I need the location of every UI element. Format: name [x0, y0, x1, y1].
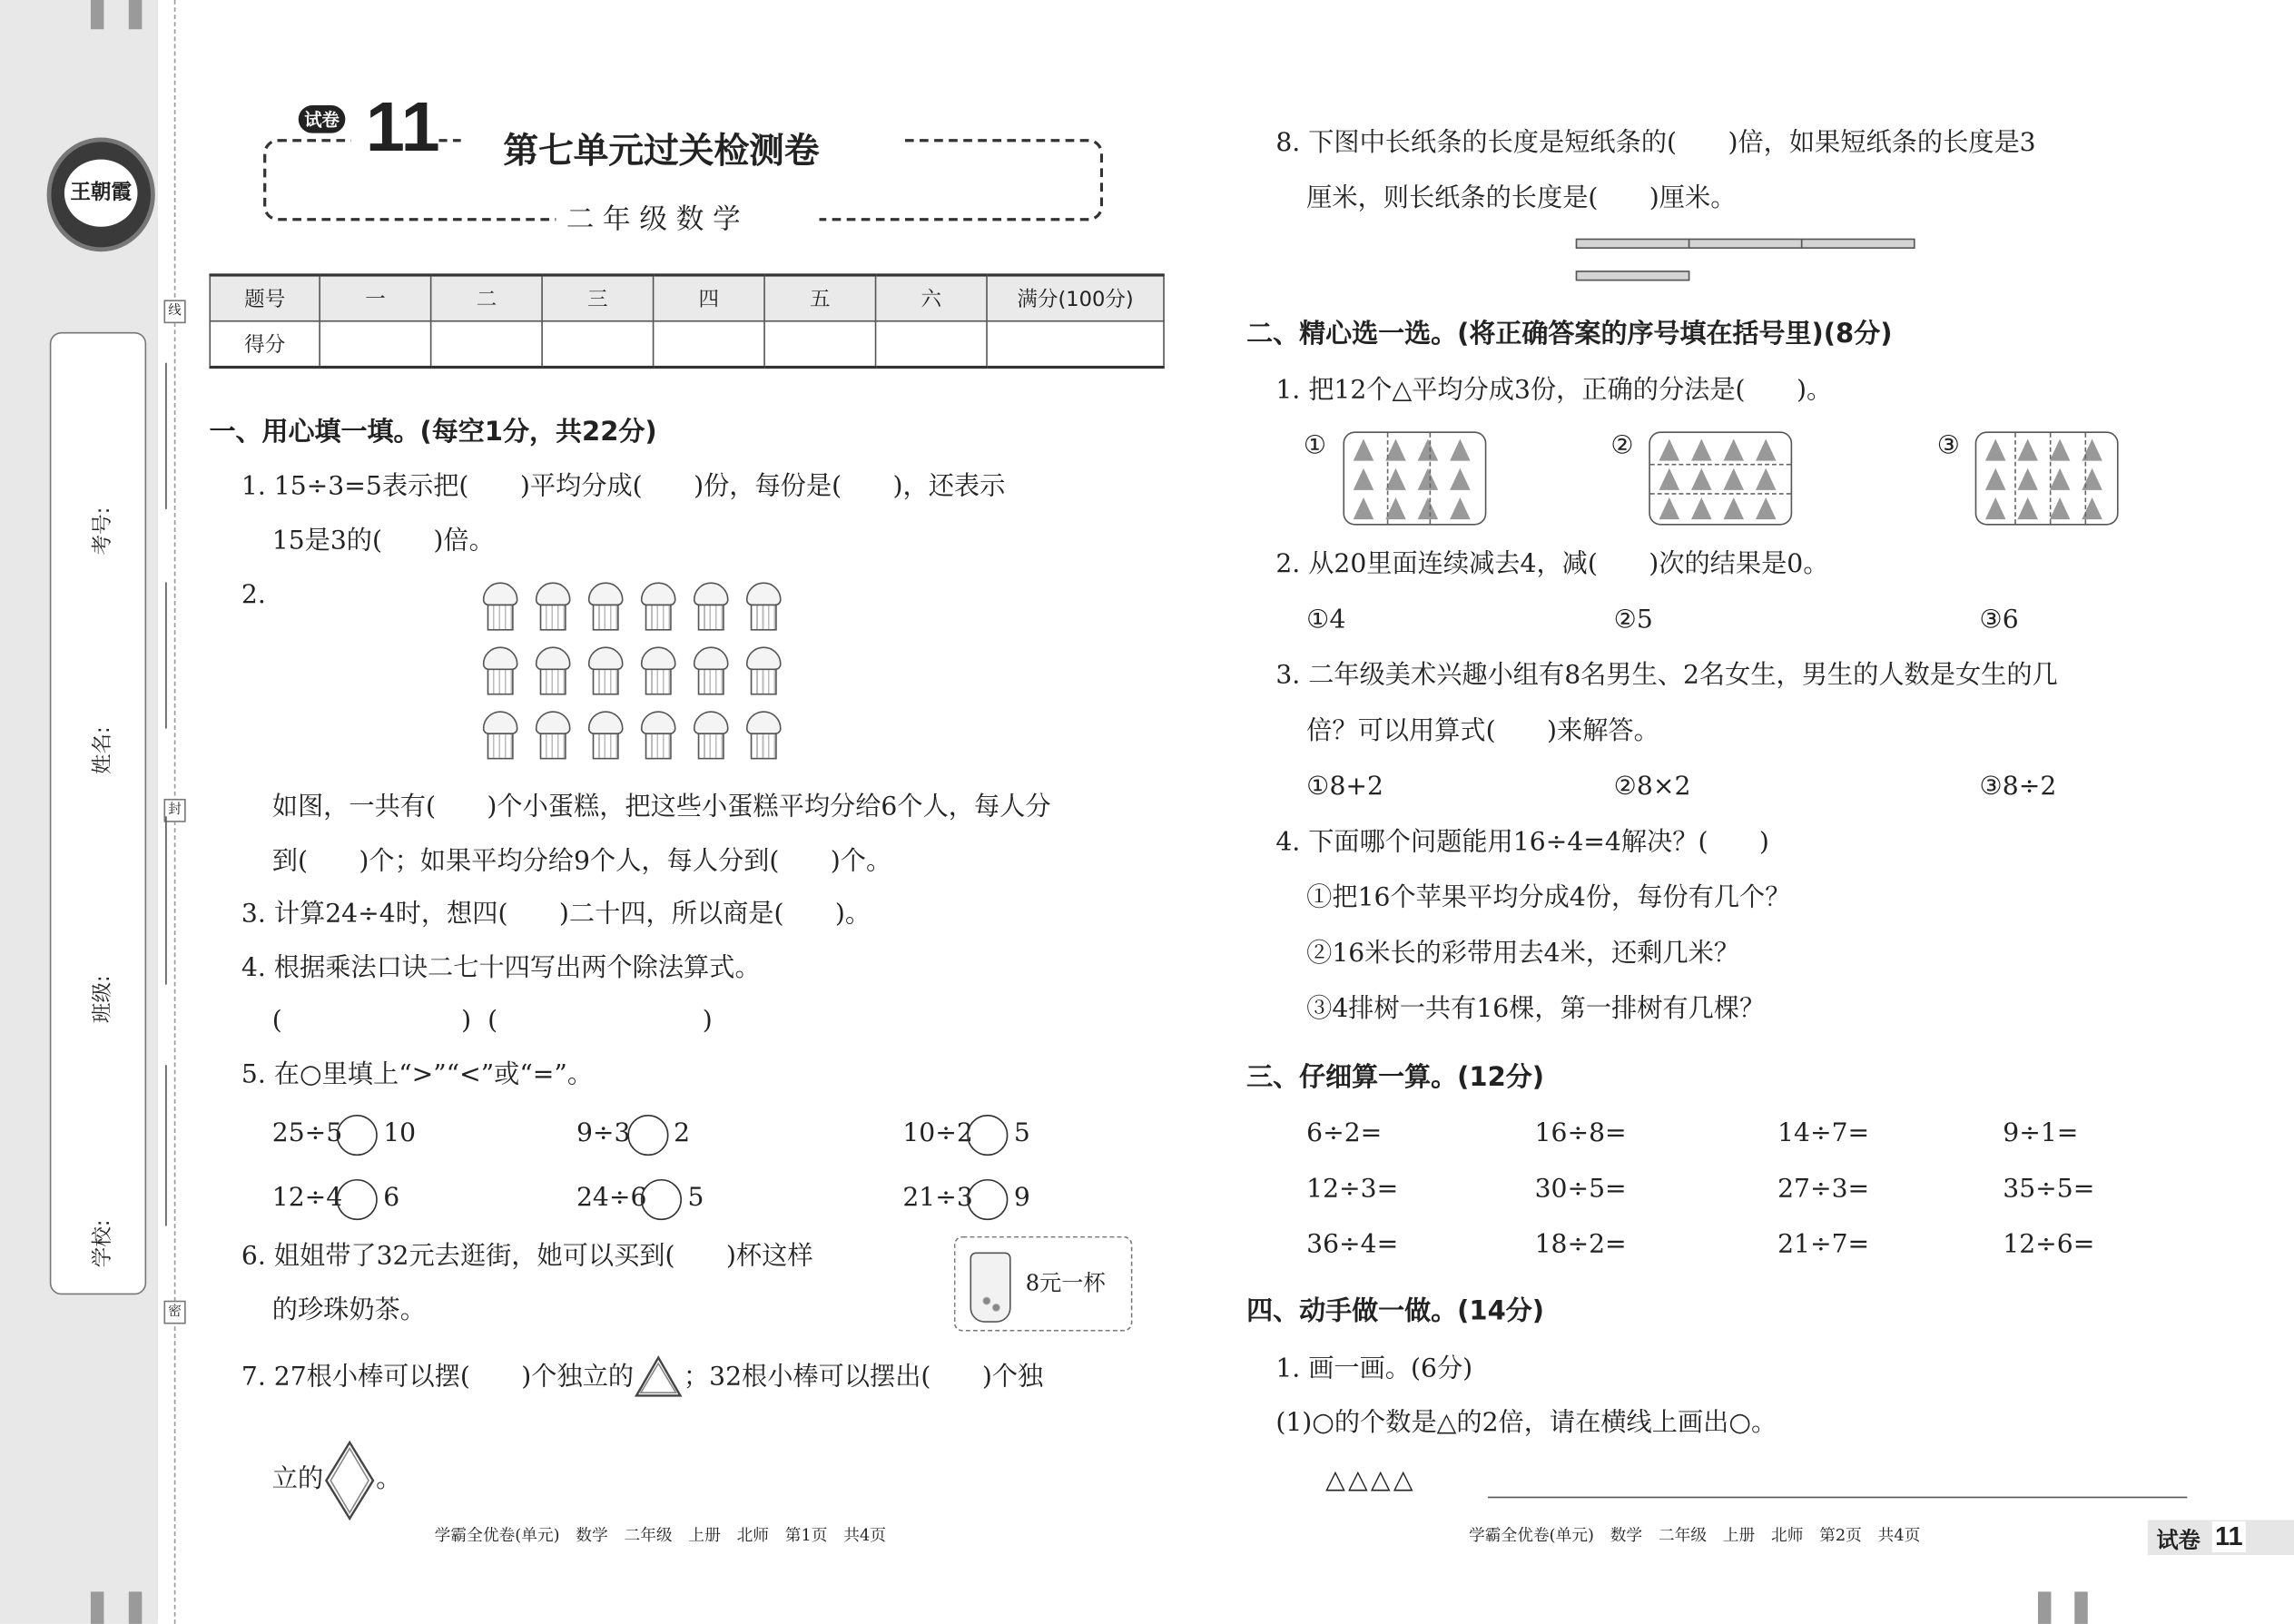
- option-1[interactable]: ①4: [1306, 605, 1346, 635]
- paper-tab-number: 11: [2212, 1521, 2246, 1552]
- question-1-7-cont: 立的 。: [272, 1440, 402, 1521]
- paper-tab: [2148, 1520, 2294, 1555]
- question-2-4: 4. 下面哪个问题能用16÷4=4解决？( ): [1275, 828, 1769, 858]
- triangle-icon: [1418, 468, 1439, 490]
- calculation-item: 35÷5=: [2003, 1175, 2095, 1205]
- option-3[interactable]: ③6: [1979, 605, 2019, 635]
- page-title: 第七单元过关检测卷: [503, 130, 820, 172]
- paper-number: 11: [365, 89, 440, 167]
- score-cell[interactable]: [654, 321, 764, 368]
- table-header-cell: 一: [320, 275, 430, 321]
- compare-circle[interactable]: [337, 1115, 378, 1156]
- triangle-icon: [1691, 497, 1712, 519]
- triangle-sticks-icon: [634, 1354, 684, 1402]
- calculation-item: 27÷3=: [1777, 1175, 1870, 1205]
- cupcake-icon: [588, 711, 624, 761]
- answer-blanks[interactable]: ( ) ( ): [271, 1006, 713, 1037]
- option-1[interactable]: ①把16个苹果平均分成4份，每份有几个？: [1306, 883, 1791, 913]
- cupcake-icon: [536, 711, 571, 761]
- triangle-icon: [2017, 497, 2038, 519]
- triangle-icon: [1659, 438, 1680, 460]
- margin-mark: [129, 1591, 143, 1623]
- cupcake-icon: [641, 582, 676, 632]
- score-cell[interactable]: [431, 321, 542, 368]
- cupcake-icon: [483, 582, 518, 632]
- school-label: 学校:: [91, 1219, 115, 1268]
- triangle-icon: [1385, 468, 1406, 490]
- compare-right: 10: [383, 1118, 417, 1149]
- question-1-3: 3. 计算24÷4时，想四( )二十四，所以商是( )。: [241, 900, 871, 930]
- cut-mark: 密: [163, 1301, 185, 1324]
- compare-right: 6: [383, 1183, 400, 1214]
- question-2-2: 2. 从20里面连续减去4，减( )次的结果是0。: [1275, 549, 1829, 580]
- compare-left: 21÷3: [902, 1183, 973, 1214]
- question-1-2-number: 2.: [241, 580, 266, 611]
- triangle-icon: [1450, 468, 1471, 490]
- triangle-icon: [1723, 497, 1744, 519]
- score-cell[interactable]: [987, 321, 1164, 368]
- footer-left: 学霸全优卷(单元) 数学 二年级 上册 北师 第1页 共4页: [434, 1525, 886, 1545]
- table-header-cell: 满分(100分): [987, 275, 1164, 321]
- margin-mark: [2074, 1591, 2088, 1623]
- cupcake-icon: [536, 646, 571, 696]
- triangle-grouping-2: [1649, 431, 1792, 525]
- compare-left: 24÷6: [576, 1183, 647, 1214]
- cupcake-icon: [746, 582, 782, 632]
- calculation-item: 36÷4=: [1306, 1230, 1399, 1260]
- long-strip-segment: [1801, 239, 1915, 249]
- cupcake-icon: [588, 582, 624, 632]
- table-header-cell: 三: [542, 275, 653, 321]
- question-1-6-cont: 的珍珠奶茶。: [271, 1295, 426, 1326]
- option-3[interactable]: ③: [1936, 431, 1961, 461]
- footer-right: 学霸全优卷(单元) 数学 二年级 上册 北师 第2页 共4页: [1469, 1525, 1921, 1545]
- milk-tea-price-box: [954, 1236, 1133, 1332]
- long-strip-segment: [1689, 239, 1803, 249]
- option-1[interactable]: ①: [1303, 431, 1327, 461]
- cut-mark: 封: [163, 799, 185, 822]
- margin-mark: [2038, 1591, 2052, 1623]
- section-4-heading: 四、动手做一做。(14分): [1246, 1295, 1545, 1327]
- margin-mark: [91, 1591, 104, 1623]
- triangle-icon: [1659, 497, 1680, 519]
- option-3[interactable]: ③4排树一共有16棵，第一排树有几棵？: [1306, 994, 1766, 1025]
- question-2-1: 1. 把12个△平均分成3份，正确的分法是( )。: [1275, 376, 1833, 406]
- triangle-icon: [1418, 438, 1439, 460]
- triangle-icon: [1418, 497, 1439, 519]
- section-2-heading: 二、精心选一选。(将正确答案的序号填在括号里)(8分): [1246, 319, 1893, 350]
- margin-mark: [91, 0, 104, 29]
- option-1[interactable]: ①8+2: [1306, 772, 1383, 802]
- calculation-item: 9÷1=: [2003, 1118, 2079, 1149]
- triangle-icon: [1691, 438, 1712, 460]
- cupcake-icon: [641, 646, 676, 696]
- table-header-cell: 五: [764, 275, 875, 321]
- cupcake-icon: [588, 646, 624, 696]
- triangle-grouping-1: [1343, 431, 1486, 525]
- cupcake-icon: [536, 582, 571, 632]
- triangle-icon: [1691, 468, 1712, 490]
- question-1-4: 4. 根据乘法口诀二七十四写出两个除法算式。: [241, 953, 761, 983]
- table-header-cell: 四: [654, 275, 764, 321]
- question-2-3: 3. 二年级美术兴趣小组有8名男生、2名女生，男生的人数是女生的几: [1275, 661, 2058, 691]
- compare-left: 10÷2: [902, 1118, 973, 1149]
- score-cell[interactable]: [764, 321, 875, 368]
- calculation-item: 14÷7=: [1777, 1118, 1870, 1149]
- question-4-1: 1. 画一画。(6分): [1275, 1354, 1473, 1384]
- question-1-2-cont: 到( )个；如果平均分给9个人，每人分到( )个。: [271, 847, 892, 877]
- compare-left: 9÷3: [576, 1118, 631, 1149]
- score-cell[interactable]: [876, 321, 987, 368]
- triangle-icon: [2050, 497, 2071, 519]
- triangle-icon: [2050, 438, 2071, 460]
- table-header-cell: 二: [431, 275, 542, 321]
- student-info-box: [50, 332, 146, 1294]
- name-label: 姓名:: [91, 726, 115, 775]
- calculation-item: 12÷6=: [2003, 1230, 2095, 1260]
- question-1-7: 7. 27根小棒可以摆( )个独立的 ；32根小棒可以摆出( )个独: [241, 1354, 1043, 1402]
- drawing-answer-line[interactable]: [1488, 1497, 2187, 1499]
- triangle-icon: [1385, 438, 1406, 460]
- calculation-item: 18÷2=: [1534, 1230, 1627, 1260]
- milk-tea-icon: [970, 1253, 1010, 1323]
- compare-circle[interactable]: [627, 1115, 668, 1156]
- cupcake-icon: [483, 646, 518, 696]
- table-header-cell: 六: [876, 275, 987, 321]
- compare-right: 5: [687, 1183, 704, 1214]
- page-subtitle: 二 年 级 数 学: [566, 203, 741, 236]
- triangle-icon: [1985, 438, 2006, 460]
- cupcake-icon: [746, 646, 782, 696]
- score-row-label: 得分: [210, 321, 320, 368]
- question-1-1: 1. 15÷3=5表示把( )平均分成( )份，每份是( )，还表示: [241, 472, 1006, 502]
- triangle-icon: [1723, 438, 1744, 460]
- price-label: 8元一杯: [1025, 1269, 1106, 1296]
- class-label: 班级:: [91, 975, 115, 1024]
- cupcake-icon: [746, 711, 782, 761]
- compare-right: 2: [674, 1118, 691, 1149]
- triangle-grouping-3: [1975, 431, 2119, 525]
- triangle-icon: [1659, 468, 1680, 490]
- section-3-heading: 三、仔细算一算。(12分): [1246, 1062, 1545, 1093]
- paper-badge: 试卷: [299, 105, 346, 133]
- triangle-icon: [1354, 497, 1374, 519]
- cupcake-icon: [694, 582, 729, 632]
- calculation-item: 12÷3=: [1306, 1175, 1399, 1205]
- option-3[interactable]: ③8÷2: [1979, 772, 2057, 802]
- paper-tab-label: 试卷: [2156, 1527, 2200, 1554]
- question-1-8: 8. 下图中长纸条的长度是短纸条的( )倍，如果短纸条的长度是3: [1275, 128, 2036, 159]
- question-4-1-1: (1)○的个数是△的2倍，请在横线上画出○。: [1275, 1408, 1777, 1439]
- question-1-8-cont: 厘米，则长纸条的长度是( )厘米。: [1306, 184, 1737, 214]
- triangle-icon: [1985, 468, 2006, 490]
- calculation-item: 30÷5=: [1534, 1175, 1627, 1205]
- option-2[interactable]: ②: [1610, 431, 1634, 461]
- option-2[interactable]: ②5: [1613, 605, 1653, 635]
- compare-circle[interactable]: [967, 1115, 1008, 1156]
- triangle-icon: [1450, 497, 1471, 519]
- triangle-icon: [2017, 468, 2038, 490]
- compare-circle[interactable]: [641, 1179, 682, 1220]
- score-cell[interactable]: [320, 321, 430, 368]
- triangle-icon: [1985, 497, 2006, 519]
- calculation-item: 16÷8=: [1534, 1118, 1627, 1149]
- cupcake-icon: [694, 646, 729, 696]
- triangle-shapes: △△△△: [1325, 1465, 1416, 1496]
- triangle-icon: [1723, 468, 1744, 490]
- cupcake-grid: [483, 582, 790, 766]
- cupcake-icon: [694, 711, 729, 761]
- calculation-item: 6÷2=: [1306, 1118, 1383, 1149]
- compare-left: 12÷4: [271, 1183, 343, 1214]
- question-1-5: 5. 在○里填上“>”“<”或“=”。: [241, 1060, 594, 1090]
- score-table: [209, 273, 1164, 369]
- rhombus-sticks-icon: [323, 1440, 376, 1521]
- compare-left: 25÷5: [271, 1118, 343, 1149]
- calculation-item: 21÷7=: [1777, 1230, 1870, 1260]
- section-1-heading: 一、用心填一填。(每空1分，共22分): [209, 417, 657, 448]
- compare-right: 5: [1013, 1118, 1030, 1149]
- triangle-icon: [1756, 468, 1777, 490]
- triangle-icon: [1450, 438, 1471, 460]
- option-2[interactable]: ②16米长的彩带用去4米，还剩几米？: [1306, 939, 1740, 969]
- cupcake-icon: [483, 711, 518, 761]
- triangle-icon: [2050, 468, 2071, 490]
- question-1-6: 6. 姐姐带了32元去逛街，她可以买到( )杯这样: [241, 1242, 813, 1272]
- question-1-2: 如图，一共有( )个小蛋糕，把这些小蛋糕平均分给6个人，每人分: [271, 792, 1051, 822]
- question-1-1-cont: 15是3的( )倍。: [271, 527, 495, 556]
- compare-circle[interactable]: [967, 1179, 1008, 1220]
- question-2-3-cont: 倍？可以用算式( )来解答。: [1306, 716, 1659, 746]
- triangle-icon: [1354, 468, 1374, 490]
- table-header-label: 题号: [210, 275, 320, 321]
- triangle-icon: [1385, 497, 1406, 519]
- triangle-icon: [1354, 438, 1374, 460]
- cupcake-icon: [641, 711, 676, 761]
- compare-right: 9: [1013, 1183, 1030, 1214]
- option-2[interactable]: ②8×2: [1613, 772, 1691, 802]
- compare-circle[interactable]: [337, 1179, 378, 1220]
- cut-mark: 线: [163, 300, 185, 323]
- score-cell[interactable]: [542, 321, 653, 368]
- short-strip: [1576, 271, 1690, 281]
- triangle-icon: [1756, 497, 1777, 519]
- triangle-icon: [1756, 438, 1777, 460]
- logo-text: 王朝霞: [64, 160, 138, 227]
- publisher-logo: [47, 137, 155, 251]
- exam-number-label: 考号:: [91, 507, 115, 556]
- long-strip-segment: [1576, 239, 1690, 249]
- triangle-icon: [2017, 438, 2038, 460]
- margin-mark: [129, 0, 143, 29]
